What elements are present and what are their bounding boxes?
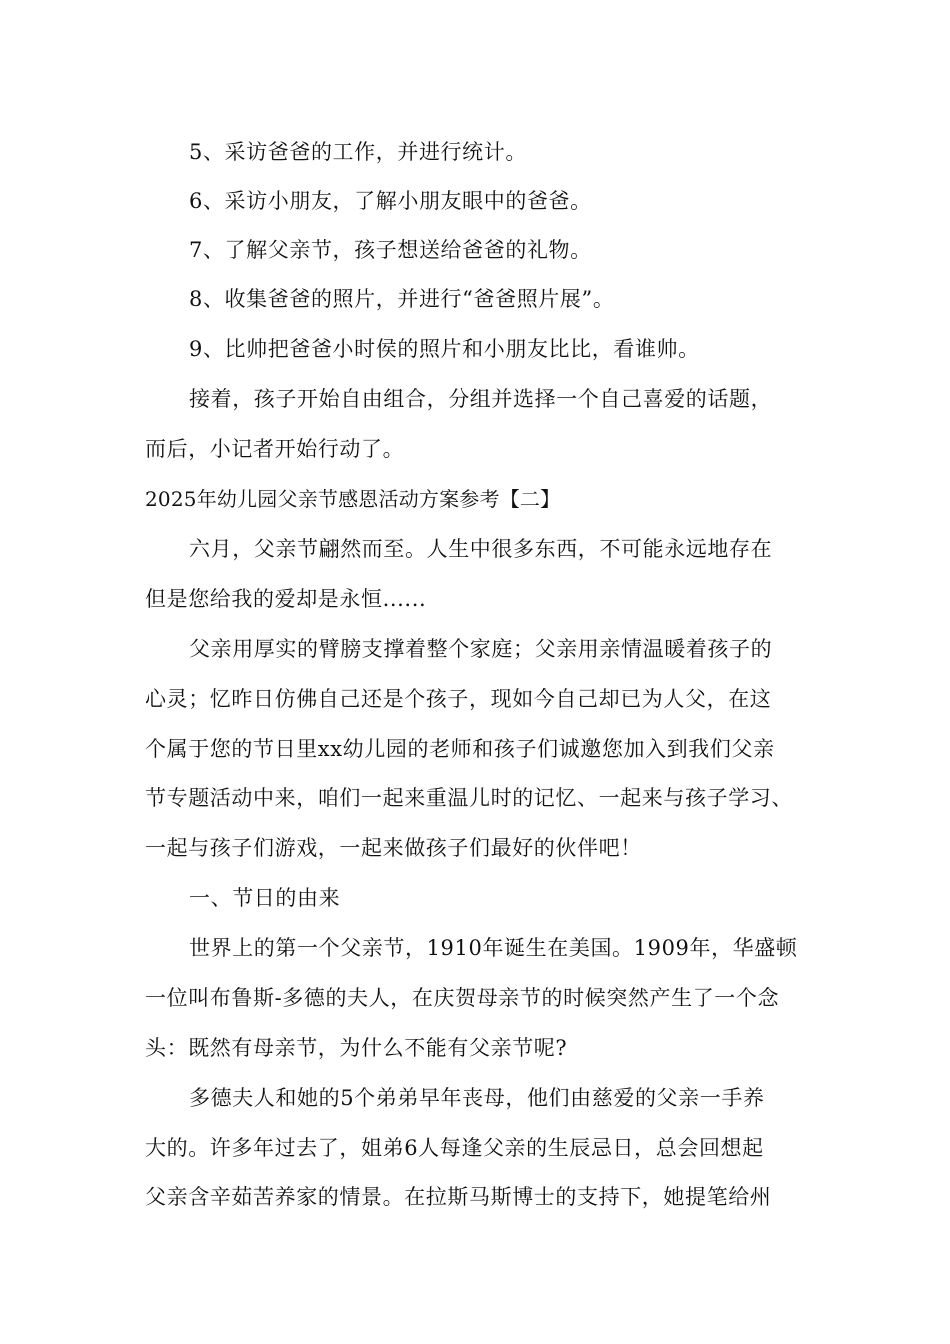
paragraph-line: 一起与孩子们游戏，一起来做孩子们最好的伙伴吧！ bbox=[145, 836, 642, 860]
paragraph-line: 父亲含辛茹苦养家的情景。在拉斯马斯博士的支持下，她提笔给州 bbox=[145, 1185, 772, 1209]
list-item-6: 6、采访小朋友，了解小朋友眼中的爸爸。 bbox=[189, 189, 592, 213]
paragraph-line: 头：既然有母亲节，为什么不能有父亲节呢? bbox=[145, 1036, 568, 1060]
list-item-7: 7、了解父亲节，孩子想送给爸爸的礼物。 bbox=[189, 238, 592, 262]
paragraph-line: 一位叫布鲁斯-多德的夫人，在庆贺母亲节的时候突然产生了一个念 bbox=[145, 986, 780, 1010]
paragraph-line: 父亲用厚实的臂膀支撑着整个家庭；父亲用亲情温暖着孩子的 bbox=[189, 637, 773, 661]
paragraph-line: 大的。许多年过去了，姐弟6人每逢父亲的生辰忌日，总会回想起 bbox=[145, 1136, 764, 1160]
paragraph-line: 但是您给我的爱却是永恒...... bbox=[145, 587, 427, 611]
list-item-5: 5、采访爸爸的工作，并进行统计。 bbox=[189, 140, 527, 164]
paragraph-line: 节专题活动中来，咱们一起来重温儿时的记忆、一起来与孩子学习、 bbox=[145, 786, 793, 810]
paragraph-line: 心灵；忆昨日仿佛自己还是个孩子，现如今自己却已为人父，在这 bbox=[145, 687, 772, 711]
paragraph-line: 接着，孩子开始自由组合，分组并选择一个自己喜爱的话题， bbox=[189, 387, 773, 411]
paragraph-line: 多德夫人和她的5个弟弟早年丧母，他们由慈爱的父亲一手养 bbox=[189, 1086, 765, 1110]
section-title: 2025年幼儿园父亲节感恩活动方案参考【二】 bbox=[145, 487, 561, 511]
list-item-9: 9、比帅把爸爸小时侯的照片和小朋友比比，看谁帅。 bbox=[189, 337, 700, 361]
paragraph-line: 世界上的第一个父亲节，1910年诞生在美国。1909年，华盛顿 bbox=[189, 936, 798, 960]
paragraph-line: 个属于您的节日里xx幼儿园的老师和孩子们诚邀您加入到我们父亲 bbox=[145, 737, 775, 761]
subheading: 一、节日的由来 bbox=[189, 886, 341, 910]
list-item-8: 8、收集爸爸的照片，并进行“爸爸照片展”。 bbox=[189, 287, 615, 311]
paragraph-line: 而后，小记者开始行动了。 bbox=[145, 437, 405, 461]
paragraph-line: 六月，父亲节翩然而至。人生中很多东西，不可能永远地存在 bbox=[189, 537, 773, 561]
